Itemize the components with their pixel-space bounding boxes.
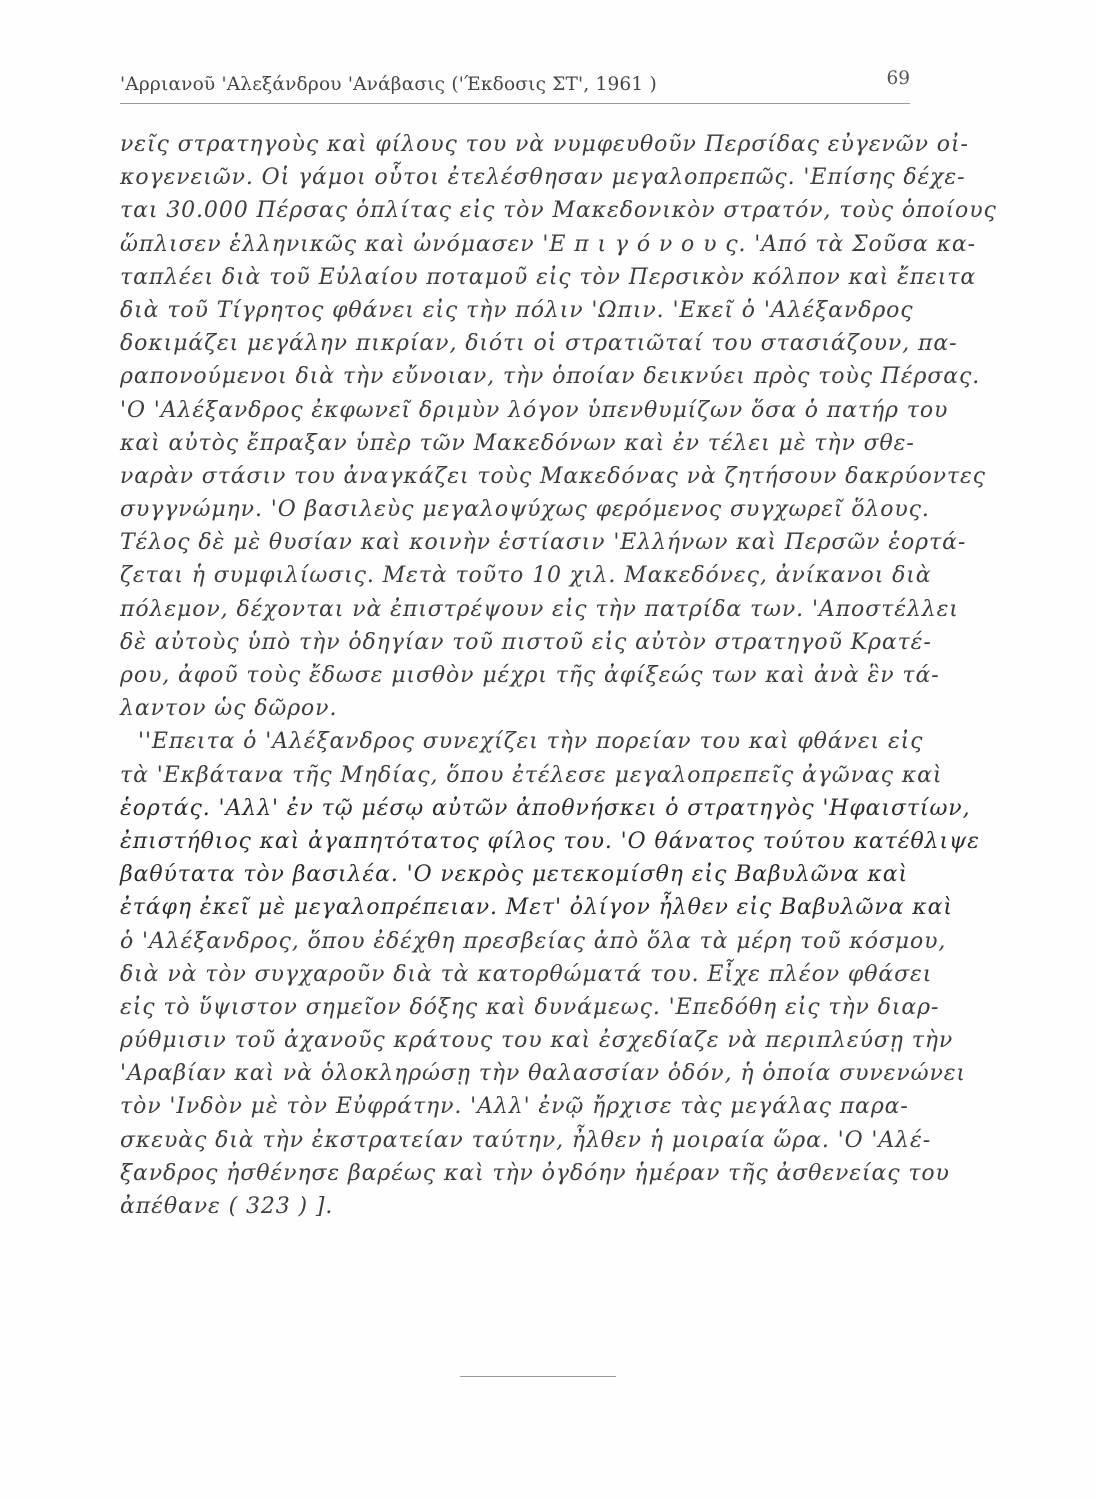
text-line: ξανδρος ἠσθένησε βαρέως καὶ τὴν ὀγδόην ἡμέραν τῆς ἀσθενείας του [120,1160,950,1186]
text-line: διὰ νὰ τὸν συγχαροῦν διὰ τὰ κατορθώματά του. Εἶχε πλέον φθάσει [120,961,933,987]
closing-rule [460,1376,616,1377]
paragraph-start-line: ''Επειτα ὁ 'Αλέξανδρος συνεχίζει τὴν πορείαν του καὶ φθάνει εἰς [138,729,924,755]
text-line: πόλεμον, δέχονται νὰ ἐπιστρέψουν εἰς τὴν πατρίδα των. 'Αποστέλλει [120,596,959,622]
text-line: ὥπλισεν ἑλληνικῶς καὶ ὠνόμασεν 'Ε π ι γ ό ν ο υ ς. 'Από τὰ Σοῦσα κα- [120,231,976,257]
text-line: 'Αραβίαν καὶ νὰ ὁλοκληρώσῃ τὴν θαλασσίαν ὁδόν, ἡ ὁποία συνενώνει [120,1061,966,1087]
text-line: εἰς τὸ ὕψιστον σημεῖον δόξης καὶ δυνάμεως. 'Επεδόθη εἰς τὴν διαρ- [120,994,940,1020]
text-line: λαντον ὡς δῶρον. [120,696,338,722]
text-line: ἐπιστήθιος καὶ ἀγαπητότατος φίλος του. 'Ο θάνατος τούτου κατέθλιψε [120,828,980,854]
text-line: τὸν 'Ινδὸν μὲ τὸν Εὐφράτην. 'Αλλ' ἐνῷ ἤρχισε τὰς μεγάλας παρα- [120,1094,909,1120]
text-line: ἑορτάς. 'Αλλ' ἐν τῷ μέσῳ αὐτῶν ἀποθνήσκει ὁ στρατηγὸς 'Ηφαιστίων, [120,795,971,821]
text-line: σκευὰς διὰ τὴν ἐκστρατείαν ταύτην, ἦλθεν ἡ μοιραία ὥρα. 'Ο 'Αλέ- [120,1127,932,1153]
text-line: τὰ 'Εκβάτανα τῆς Μηδίας, ὅπου ἐτέλεσε μεγαλοπρεπεῖς ἀγῶνας καὶ [120,762,943,788]
text-line: συγγνώμην. 'Ο βασιλεὺς μεγαλοψύχως φερόμενος συγχωρεῖ ὅλους. [120,497,930,523]
text-line: διὰ τοῦ Τίγρητος φθάνει εἰς τὴν πόλιν 'Ωπιν. 'Εκεῖ ὁ 'Αλέξανδρος [120,297,914,323]
body-text [120,128,997,1223]
text-line: καὶ αὐτὸς ἔπραξαν ὑπὲρ τῶν Μακεδόνων καὶ ἐν τέλει μὲ τὴν σθε- [120,430,915,456]
page-number: 69 [886,68,910,89]
text-line: δὲ αὐτοὺς ὑπὸ τὴν ὁδηγίαν τοῦ πιστοῦ εἰς αὐτὸν στρατηγοῦ Κρατέ- [120,629,932,655]
text-line: ναρὰν στάσιν του ἀναγκάζει τοὺς Μακεδόνας νὰ ζητήσουν δακρύοντες [120,463,986,489]
text-line: ἀπέθανε ( 323 ) ]. [120,1194,334,1219]
text-line: ταπλέει διὰ τοῦ Εὐλαίου ποταμοῦ εἰς τὸν Περσικὸν κόλπον καὶ ἔπειτα [120,264,977,290]
text-line: ρου, ἀφοῦ τοὺς ἔδωσε μισθὸν μέχρι τῆς ἀφίξεώς των καὶ ἀνὰ ἓν τά- [120,663,940,688]
text-line: ὁ 'Αλέξανδρος, ὅπου ἐδέχθη πρεσβείας ἀπὸ ὅλα τὰ μέρη τοῦ κόσμου, [120,928,947,954]
text-line: 'Ο 'Αλέξανδρος ἐκφωνεῖ δριμὺν λόγον ὑπενθυμίζων ὅσα ὁ πατήρ του [120,397,949,423]
text-line: Τέλος δὲ μὲ θυσίαν καὶ κοινὴν ἑστίασιν 'Ελλήνων καὶ Περσῶν ἑορτά- [120,530,967,556]
text-line: ραπονούμενοι διὰ τὴν εὔνοιαν, τὴν ὁποίαν δεικνύει πρὸς τοὺς Πέρσας. [120,364,981,390]
running-head [120,68,910,102]
header-rule [120,103,910,104]
text-line: ρύθμισιν τοῦ ἀχανοῦς κράτους του καὶ ἐσχεδίαζε νὰ περιπλεύσῃ τὴν [120,1028,954,1054]
running-title: 'Αρριανοῦ 'Αλεξάνδρου 'Ανάβασις ('Έκδοσις ΣΤ', 1961 ) [120,74,657,95]
text-line: δοκιμάζει μεγάλην πικρίαν, διότι οἱ στρατιῶταί του στασιάζουν, πα- [120,331,958,357]
text-line: νεῖς στρατηγοὺς καὶ φίλους του νὰ νυμφευθοῦν Περσίδας εὐγενῶν οἰ- [120,132,969,157]
text-line: ζεται ἡ συμφιλίωσις. Μετὰ τοῦτο 10 χιλ. Μακεδόνες, ἀνίκανοι διὰ [120,563,932,589]
text-line: κογενειῶν. Οἱ γάμοι οὗτοι ἐτελέσθησαν μεγαλοπρεπῶς. 'Επίσης δέχε- [120,165,966,191]
text-line: βαθύτατα τὸν βασιλέα. 'Ο νεκρὸς μετεκομίσθη εἰς Βαβυλῶνα καὶ [120,862,909,888]
text-line: ται 30.000 Πέρσας ὁπλίτας εἰς τὸν Μακεδονικὸν στρατόν, τοὺς ὁποίους [120,198,997,224]
text-line: ἐτάφη ἐκεῖ μὲ μεγαλοπρέπειαν. Μετ' ὀλίγον ἦλθεν εἰς Βαβυλῶνα καὶ [120,895,953,921]
